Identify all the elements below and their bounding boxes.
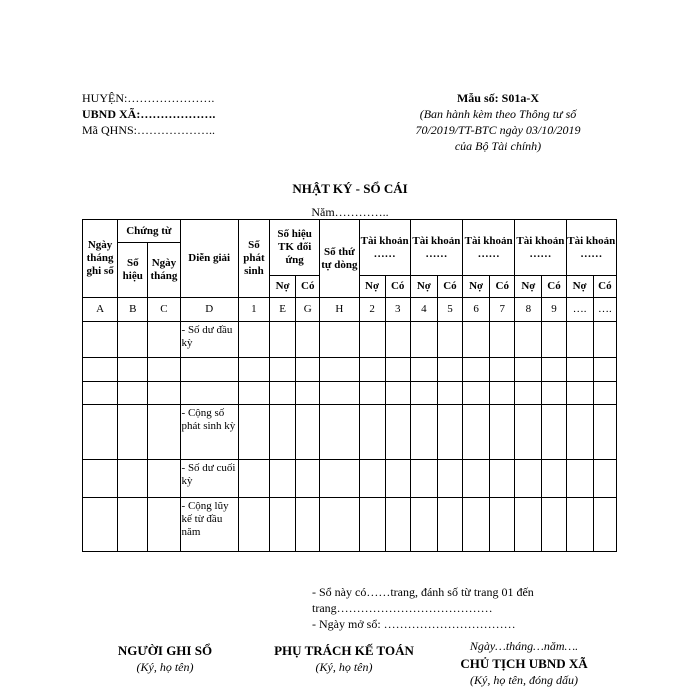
column-code: H <box>320 298 359 322</box>
header-credit: Có <box>296 276 320 298</box>
issued-note-1: (Ban hành kèm theo Thông tư số <box>419 107 577 121</box>
row-label-cumulative: - Cộng lũy kế từ đầu năm <box>180 498 238 552</box>
column-code: C <box>148 298 180 322</box>
form-code: Mẫu số: S01a-X <box>456 91 539 105</box>
header-description: Diễn giải <box>180 220 238 298</box>
chairman-note: (Ký, họ tên, đóng dấu) <box>470 673 578 687</box>
column-code: 3 <box>385 298 410 322</box>
note-open-date: - Ngày mở sổ: …………………………… <box>312 617 516 631</box>
column-code: B <box>118 298 148 322</box>
header-voucher-no: Số hiệu <box>118 243 148 298</box>
column-code: 6 <box>463 298 490 322</box>
column-code: D <box>180 298 238 322</box>
ledger-table <box>82 219 617 552</box>
header-debit: Nợ <box>566 276 593 298</box>
column-code: A <box>83 298 118 322</box>
header-line-no: Số thứ tự dòng <box>320 220 359 298</box>
header-debit: Nợ <box>410 276 437 298</box>
signature-chief-accountant <box>262 642 426 676</box>
header-credit: Có <box>385 276 410 298</box>
header-account-4: Tài khoản …… <box>515 220 566 276</box>
table-row <box>83 382 617 405</box>
header-credit: Có <box>593 276 616 298</box>
table-row <box>83 358 617 382</box>
page-title: NHẬT KÝ - SỔ CÁI <box>292 181 408 196</box>
row-label-opening-balance: - Số dư đầu kỳ <box>180 322 238 358</box>
table-row <box>83 405 617 460</box>
signature-chairman <box>444 638 604 689</box>
header-credit: Có <box>490 276 515 298</box>
sign-date: Ngày…tháng…năm…. <box>469 639 579 653</box>
header-date: Ngày tháng ghi sổ <box>83 220 118 298</box>
table-row <box>83 498 617 552</box>
issued-note-2: 70/2019/TT-BTC ngày 03/10/2019 <box>415 123 581 137</box>
recorder-title: NGƯỜI GHI SỔ <box>117 643 213 658</box>
header-amount: Số phát sinh <box>238 220 269 298</box>
row-label-closing-balance: - Số dư cuối kỳ <box>180 460 238 498</box>
ledger-notes <box>312 584 612 632</box>
header-debit: Nợ <box>515 276 542 298</box>
header-account-3: Tài khoản …… <box>463 220 515 276</box>
column-code: …. <box>566 298 593 322</box>
signature-recorder <box>100 642 230 676</box>
table-row <box>83 460 617 498</box>
column-code: 4 <box>410 298 437 322</box>
note-pages: - Sổ này có……trang, đánh số từ trang 01 đến <box>312 585 534 599</box>
note-pages-cont: trang………………………………… <box>312 601 493 615</box>
table-row <box>83 322 617 358</box>
chief-title: PHỤ TRÁCH KẾ TOÁN <box>274 643 414 658</box>
header-account-5: Tài khoản …… <box>566 220 616 276</box>
header-voucher-date: Ngày tháng <box>148 243 180 298</box>
header-counter-account: Số hiệu TK đối ứng <box>270 220 320 276</box>
header-voucher: Chứng từ <box>118 220 180 243</box>
column-code: 8 <box>515 298 542 322</box>
district-line: HUYỆN:…………………. <box>82 91 215 105</box>
header-credit: Có <box>437 276 462 298</box>
row-label-period-total: - Cộng số phát sinh kỳ <box>180 405 238 460</box>
chairman-title: CHỦ TỊCH UBND XÃ <box>460 656 588 671</box>
chief-note: (Ký, họ tên) <box>315 660 373 674</box>
commune-line: UBND XÃ:………………. <box>82 107 216 121</box>
column-code: 7 <box>490 298 515 322</box>
column-code: E <box>270 298 296 322</box>
column-code: …. <box>593 298 616 322</box>
column-code: 2 <box>359 298 385 322</box>
header-credit: Có <box>542 276 566 298</box>
header-left <box>82 90 215 138</box>
budget-code-line: Mã QHNS:……………….. <box>82 123 216 137</box>
recorder-note: (Ký, họ tên) <box>136 660 194 674</box>
header-account-2: Tài khoản …… <box>410 220 462 276</box>
column-code-row <box>83 298 617 322</box>
column-code: G <box>296 298 320 322</box>
header-debit: Nợ <box>463 276 490 298</box>
column-code: 9 <box>542 298 566 322</box>
column-code: 5 <box>437 298 462 322</box>
header-debit: Nợ <box>270 276 296 298</box>
header-account-1: Tài khoản …… <box>359 220 410 276</box>
column-code: 1 <box>238 298 269 322</box>
year-line: Năm………….. <box>311 205 389 219</box>
issued-note-3: của Bộ Tài chính) <box>454 139 542 153</box>
header-debit: Nợ <box>359 276 385 298</box>
header-right <box>400 90 596 154</box>
